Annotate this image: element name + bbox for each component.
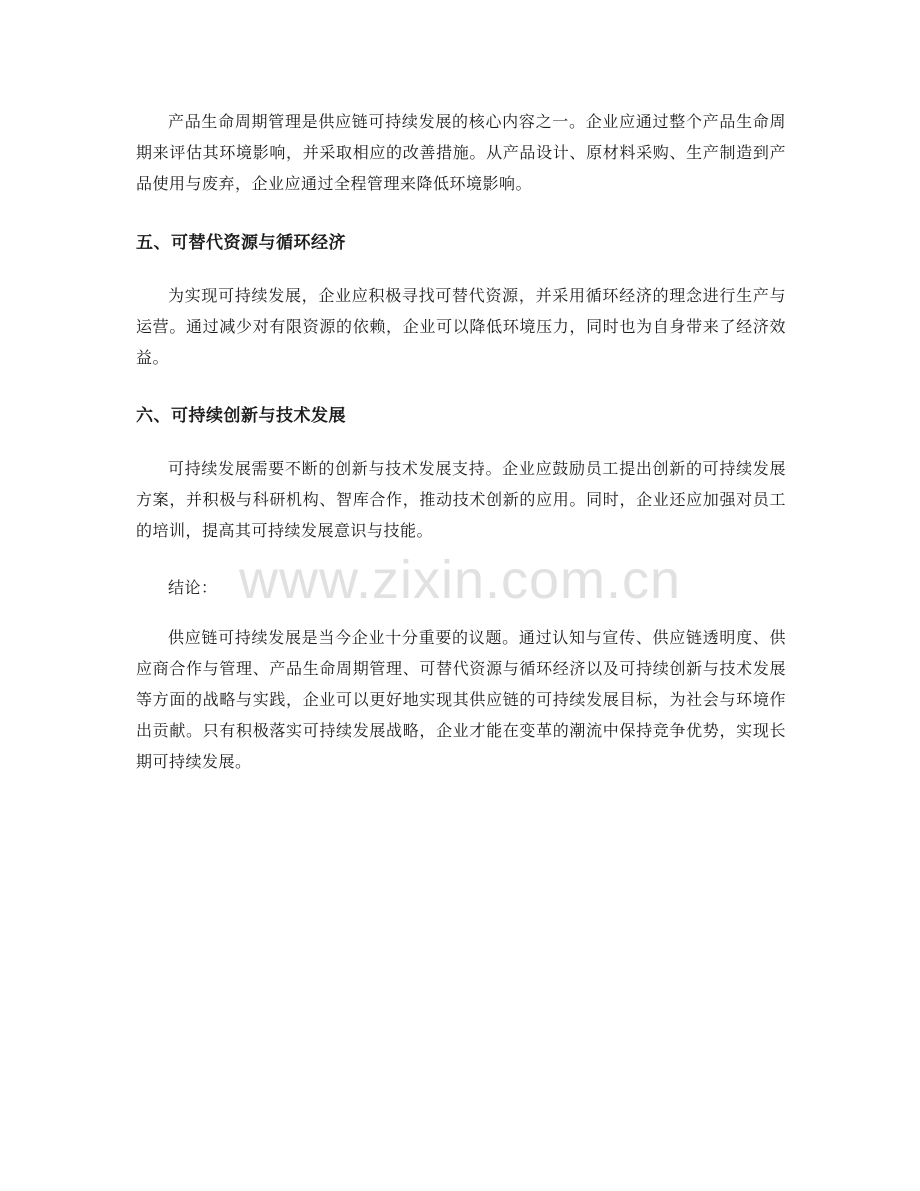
section-heading-6: 六、可持续创新与技术发展: [136, 406, 346, 426]
paragraph-conclusion: 供应链可持续发展是当今企业十分重要的议题。通过认知与宣传、供应链透明度、供应商合作与管理、产品生命周期管理、可替代资源与循环经济以及可持续创新与技术发展等方面的战略与实践，企业可以更好地实现其供应链的可持续发展目标，为社会与环境作出贡献。只有积极落实可持续发展战略，企业才能在变革的潮流中保持竞争优势，实现长期可持续发展。: [136, 628, 786, 771]
conclusion-label: 结论：: [168, 578, 218, 597]
paragraph-resources: 为实现可持续发展，企业应积极寻找可替代资源，并采用循环经济的理念进行生产与运营。通过减少对有限资源的依赖，企业可以降低环境压力，同时也为自身带来了经济效益。: [136, 286, 786, 367]
paragraph-lifecycle: 产品生命周期管理是供应链可持续发展的核心内容之一。企业应通过整个产品生命周期来评估其环境影响，并采取相应的改善措施。从产品设计、原材料采购、生产制造到产品使用与废弃，企业应通过全程管理来降低环境影响。: [136, 112, 786, 193]
section-heading-5: 五、可替代资源与循环经济: [136, 233, 346, 253]
watermark: www.zixin.com.cn: [238, 550, 682, 610]
paragraph-innovation: 可持续发展需要不断的创新与技术发展支持。企业应鼓励员工提出创新的可持续发展方案，并积极与科研机构、智库合作，推动技术创新的应用。同时，企业还应加强对员工的培训，提高其可持续发展意识与技能。: [136, 459, 786, 540]
